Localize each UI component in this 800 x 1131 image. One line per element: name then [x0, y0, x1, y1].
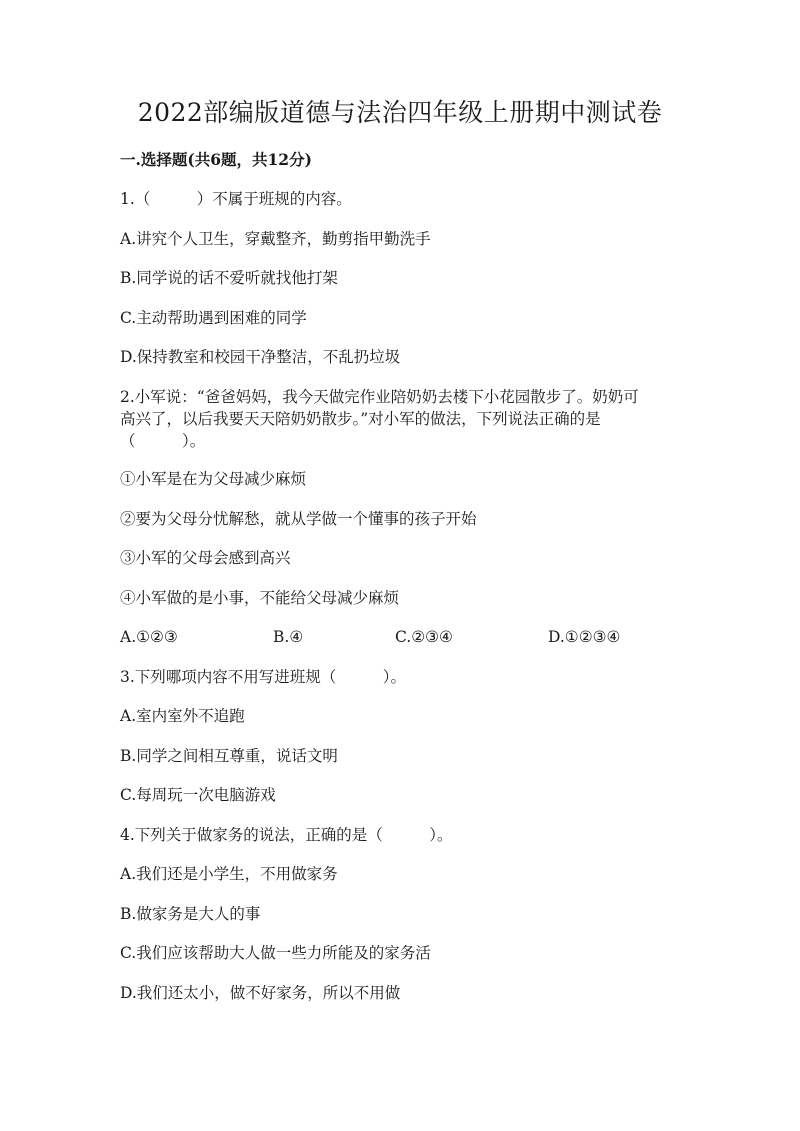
question-3-stem: 3.下列哪项内容不用写进班规（ ）。	[120, 668, 407, 686]
question-4-option-c: C.我们应该帮助大人做一些力所能及的家务活	[120, 944, 431, 962]
question-4-option-d: D.我们还太小，做不好家务，所以不用做	[120, 984, 401, 1002]
question-1-stem: 1.（ ）不属于班规的内容。	[120, 190, 352, 208]
question-2-statement-3: ③小军的父母会感到高兴	[120, 549, 291, 567]
question-4-option-b: B.做家务是大人的事	[120, 905, 261, 923]
question-2-statement-4: ④小军做的是小事，不能给父母减少麻烦	[120, 589, 400, 607]
question-3-option-c: C.每周玩一次电脑游戏	[120, 786, 276, 804]
question-2-option-c: C.②③④	[395, 628, 453, 646]
question-2-stem-line-3: （ ）。	[120, 432, 206, 450]
question-1-option-d: D.保持教室和校园干净整洁，不乱扔垃圾	[120, 348, 401, 366]
question-4-stem: 4.下列关于做家务的说法，正确的是（ ）。	[120, 826, 453, 844]
question-2-statement-2: ②要为父母分忧解愁，就从学做一个懂事的孩子开始	[120, 510, 477, 528]
question-2-option-a: A.①②③	[120, 628, 178, 646]
question-2-option-b: B.④	[273, 628, 304, 646]
question-3-option-a: A.室内室外不追跑	[120, 707, 245, 725]
question-2-statement-1: ①小军是在为父母减少麻烦	[120, 470, 307, 488]
question-1-option-c: C.主动帮助遇到困难的同学	[120, 309, 307, 327]
question-2-options-row	[120, 625, 680, 649]
page-title: 2022部编版道德与法治四年级上册期中测试卷	[137, 98, 663, 127]
question-1-option-b: B.同学说的话不爱听就找他打架	[120, 269, 338, 287]
question-2-option-d: D.①②③④	[548, 628, 621, 646]
section-heading: 一.选择题(共6题，共12分)	[120, 150, 312, 169]
question-3-option-b: B.同学之间相互尊重，说话文明	[120, 747, 338, 765]
question-1-option-a: A.讲究个人卫生，穿戴整齐，勤剪指甲勤洗手	[120, 230, 431, 248]
question-2-stem-line-1: 2.小军说：“爸爸妈妈，我今天做完作业陪奶奶去楼下小花园散步了。奶奶可	[120, 388, 639, 406]
question-4-option-a: A.我们还是小学生，不用做家务	[120, 865, 338, 883]
question-2-stem-line-2: 高兴了，以后我要天天陪奶奶散步。”对小军的做法，下列说法正确的是	[120, 410, 601, 428]
